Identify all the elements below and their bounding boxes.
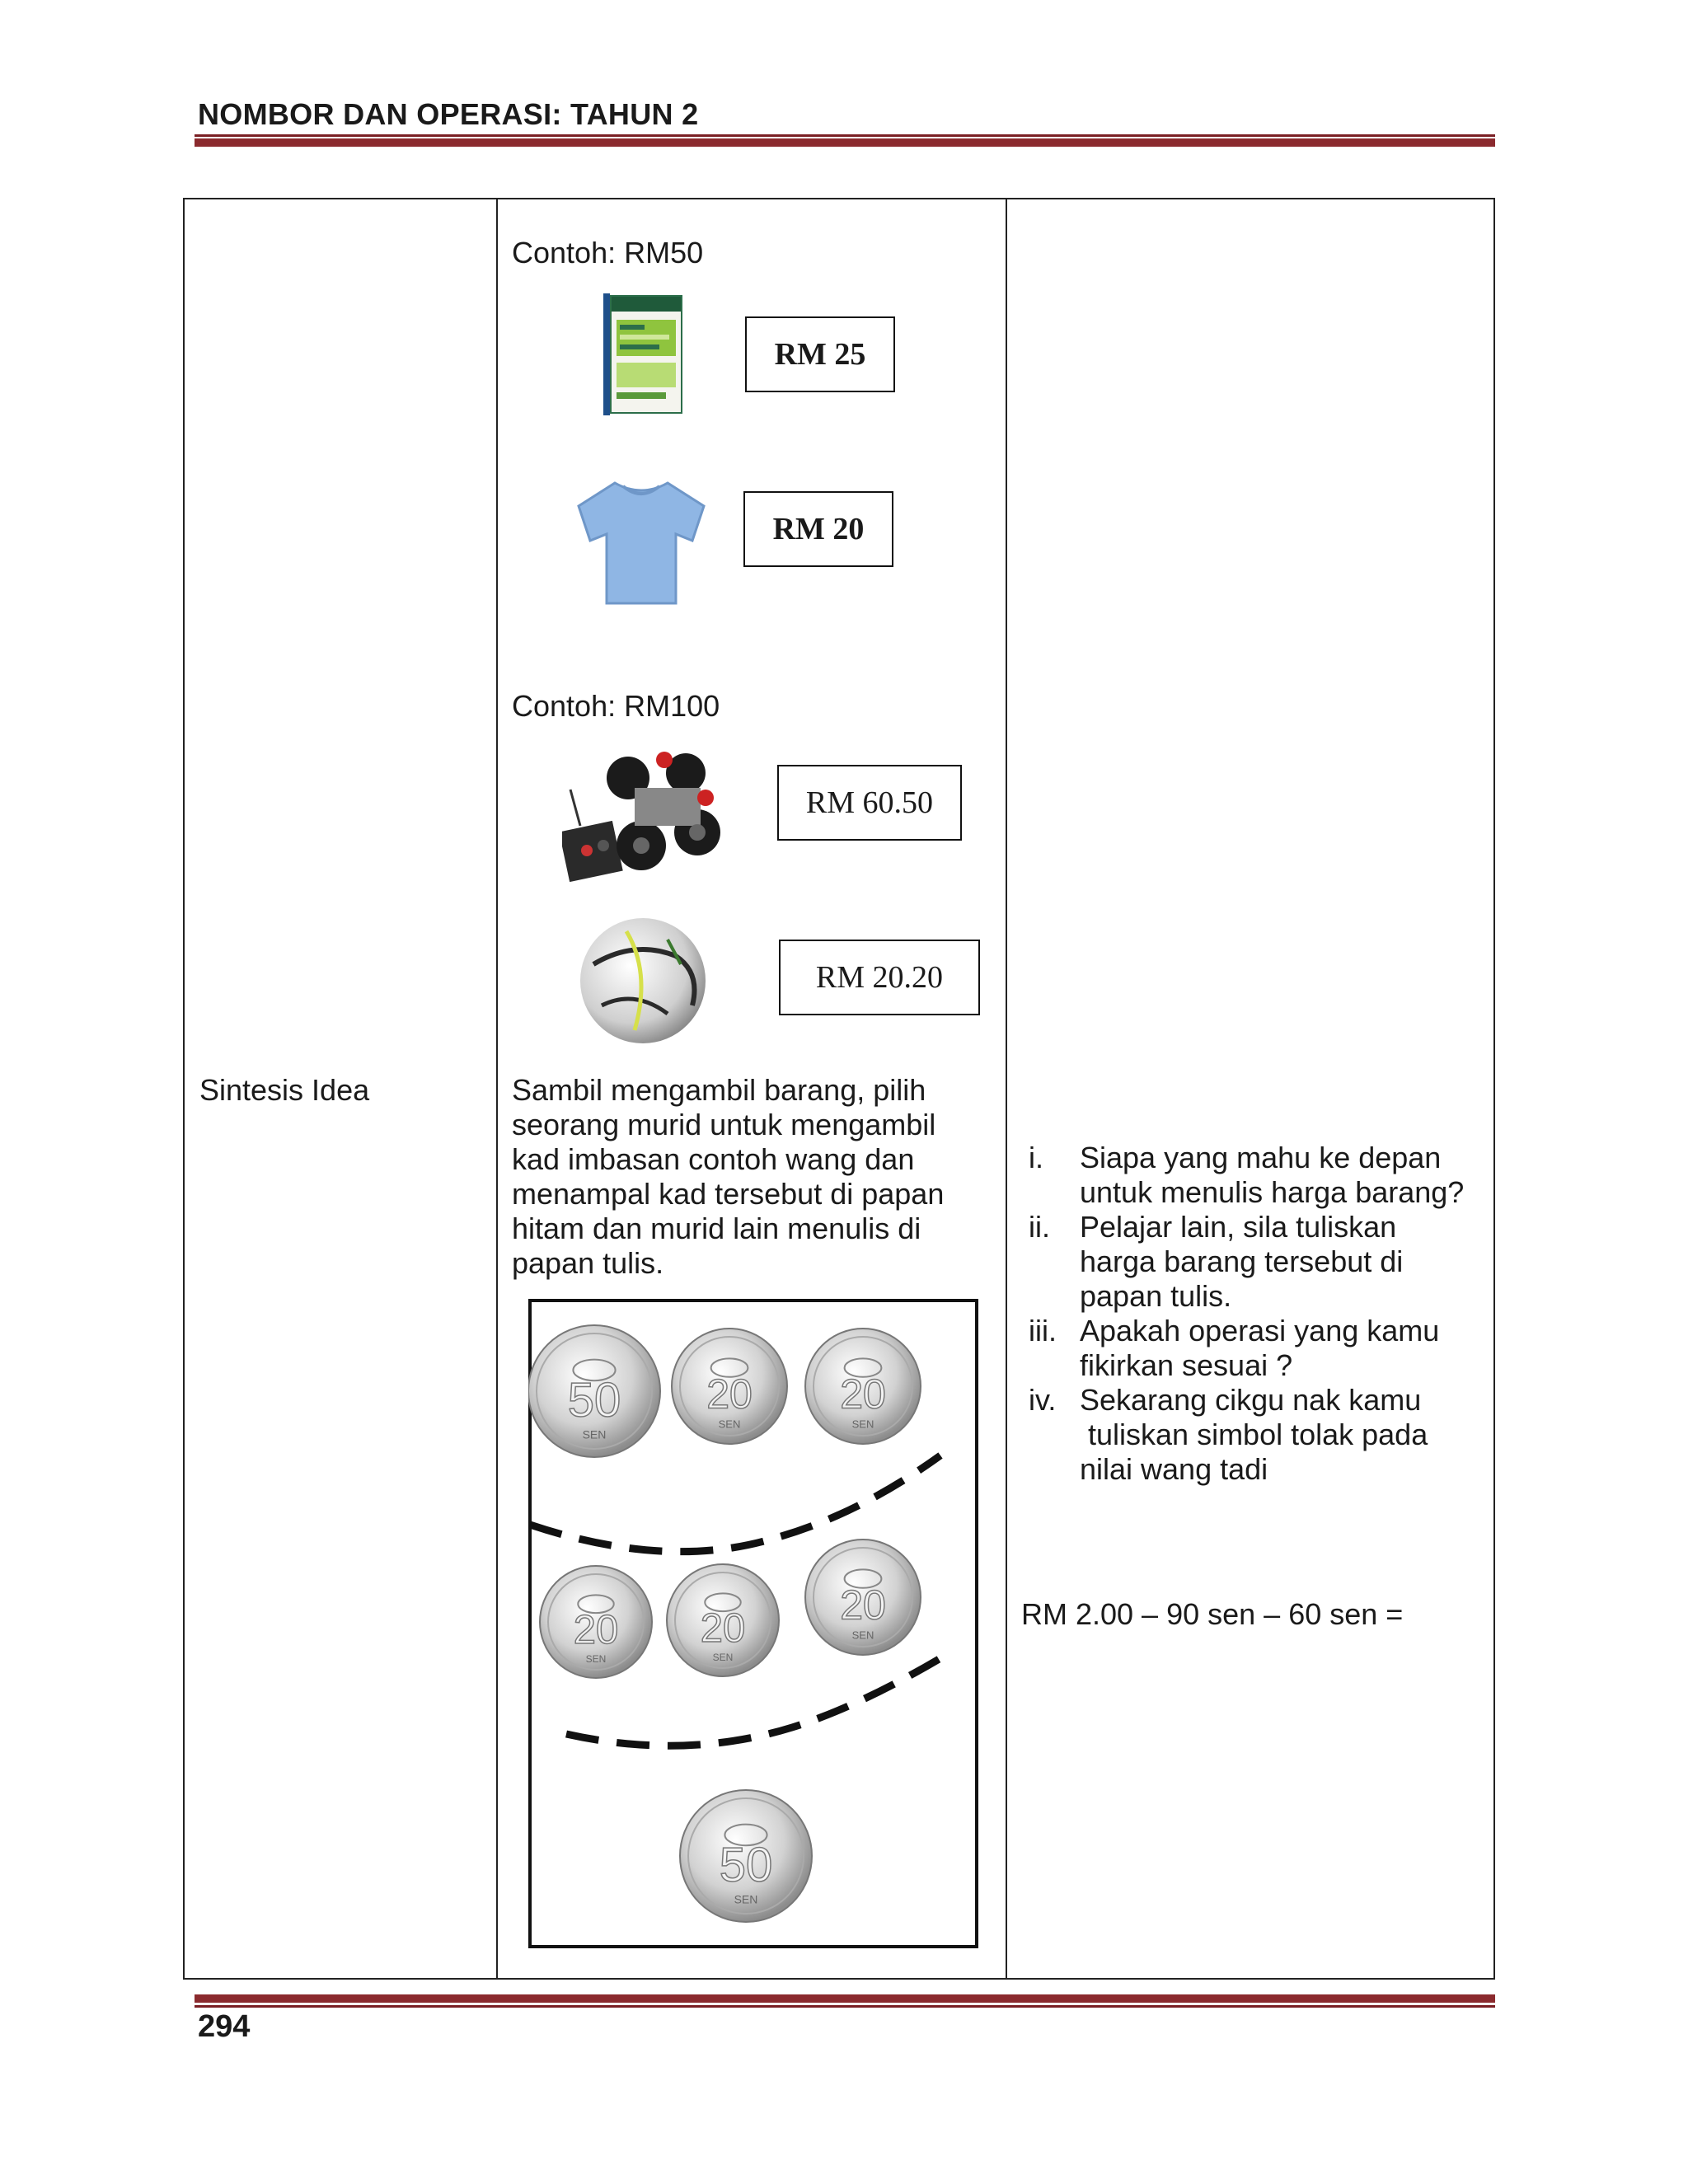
coin-unit-label: SEN — [851, 1418, 874, 1431]
question-number: i. — [1029, 1141, 1043, 1174]
price-label: RM 60.50 — [777, 765, 962, 841]
coin-20-sen-icon — [805, 1329, 921, 1444]
coin-unit-label: SEN — [712, 1651, 734, 1663]
instruction-line: seorang murid untuk mengambil — [512, 1108, 936, 1141]
question-item — [1029, 1314, 1490, 1383]
coin-20-sen-icon — [540, 1566, 652, 1678]
question-line: papan tulis. — [1080, 1279, 1232, 1313]
question-line: Pelajar lain, sila tuliskan — [1080, 1210, 1397, 1244]
header-rule-thick — [195, 138, 1495, 147]
row-label: Sintesis Idea — [199, 1073, 370, 1107]
coin-value-label: 50 — [719, 1838, 773, 1892]
header-rule-thin — [195, 134, 1495, 137]
coin-illustration — [528, 1299, 978, 1948]
question-line: untuk menulis harga barang? — [1080, 1175, 1465, 1209]
coin-20-sen-icon — [805, 1540, 921, 1655]
coin-unit-label: SEN — [585, 1652, 607, 1665]
instruction-line: hitam dan murid lain menulis di — [512, 1212, 921, 1245]
question-line: Siapa yang mahu ke depan — [1080, 1141, 1442, 1174]
question-line: Sekarang cikgu nak kamu — [1080, 1383, 1422, 1417]
question-line: nilai wang tadi — [1080, 1452, 1268, 1486]
footer-rule-thick — [195, 1994, 1495, 2003]
question-item — [1029, 1141, 1490, 1210]
subtraction-equation: RM 2.00 – 90 sen – 60 sen = — [1021, 1597, 1404, 1631]
instruction-line: Sambil mengambil barang, pilih — [512, 1073, 926, 1107]
coin-value-label: 20 — [700, 1605, 746, 1651]
question-item — [1029, 1383, 1490, 1487]
coin-value-label: 20 — [840, 1582, 886, 1629]
coin-value-label: 20 — [706, 1371, 753, 1418]
coin-value-label: 20 — [573, 1607, 619, 1652]
example-label: Contoh: RM50 — [512, 236, 704, 269]
price-label: RM 20.20 — [779, 940, 980, 1015]
rc-car-icon — [562, 740, 727, 888]
example-label: Contoh: RM100 — [512, 689, 720, 723]
page-number: 294 — [198, 2009, 251, 2044]
price-label: RM 20 — [743, 491, 893, 567]
page-header-title: NOMBOR DAN OPERASI: TAHUN 2 — [198, 97, 699, 131]
coin-20-sen-icon — [672, 1329, 787, 1444]
instruction-line: menampal kad tersebut di papan — [512, 1177, 945, 1211]
coin-20-sen-icon — [667, 1564, 779, 1676]
column-divider — [496, 199, 498, 1978]
book-icon — [602, 292, 687, 417]
question-list — [1029, 1141, 1490, 1487]
ball-icon — [577, 915, 709, 1047]
instruction-line: kad imbasan contoh wang dan — [512, 1142, 915, 1176]
instruction-line: papan tulis. — [512, 1246, 664, 1280]
question-line: Apakah operasi yang kamu — [1080, 1314, 1440, 1347]
question-line: fikirkan sesuai ? — [1080, 1348, 1293, 1382]
coin-unit-label: SEN — [582, 1427, 607, 1441]
price-label: RM 25 — [745, 316, 895, 392]
coin-unit-label: SEN — [734, 1892, 758, 1906]
tshirt-icon — [572, 476, 710, 610]
footer-rule-thin — [195, 2005, 1495, 2008]
instruction-text — [512, 1073, 1006, 1281]
question-line: harga barang tersebut di — [1080, 1244, 1404, 1278]
question-number: ii. — [1029, 1210, 1050, 1244]
coin-unit-label: SEN — [718, 1418, 741, 1431]
dashed-separator — [530, 1455, 940, 1552]
question-item — [1029, 1210, 1490, 1314]
question-number: iii. — [1029, 1314, 1057, 1347]
coin-value-label: 20 — [840, 1371, 886, 1418]
question-number: iv. — [1029, 1383, 1057, 1417]
coin-unit-label: SEN — [851, 1629, 874, 1642]
question-line: tuliskan simbol tolak pada — [1080, 1418, 1428, 1451]
coin-50-sen-icon — [680, 1790, 812, 1922]
coin-50-sen-icon — [528, 1325, 660, 1457]
coin-value-label: 50 — [567, 1373, 621, 1427]
